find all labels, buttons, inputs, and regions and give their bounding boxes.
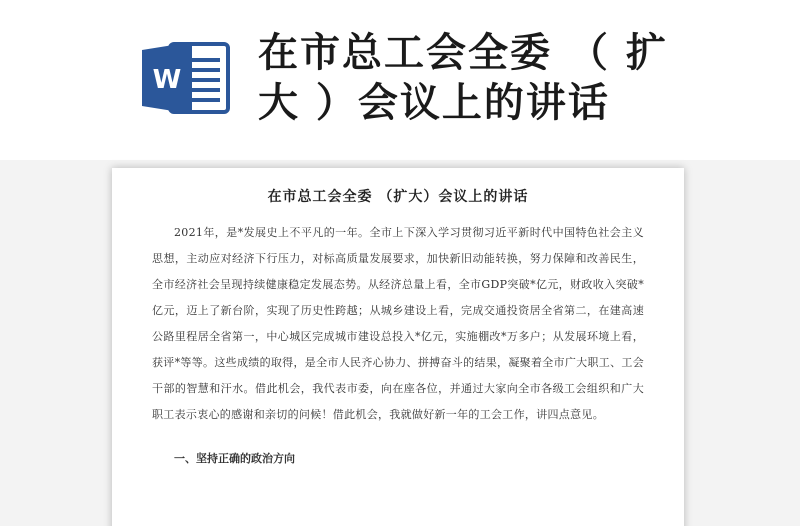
section-heading: 一、坚持正确的政治方向 bbox=[174, 452, 295, 465]
banner bbox=[0, 0, 800, 160]
body-paragraph: 2021年，是*发展史上不平凡的一年。全市上下深入学习贯彻习近平新时代中国特色社会主义思想，主动应对经济下行压力，对标高质量发展要求，加快新旧动能转换，努力保障和改善民生，全市经济社会呈现持续健康稳定发展态势。从经济总量上看，全市GDP突破*亿元，财政收入突破*亿元，迈上了新台阶，实现了历史性跨越；从城乡建设上看，完成交通投资居全省第二，在建高速公路里程居全省第一，中心城区完成城市建设总投入*亿元，实施棚改*万多户；从发展环境上看，获评*等等。这些成绩的取得，是全市人民齐心协力、拼搏奋斗的结果，凝聚着全市广大职工、工会干部的智慧和汗水。借此机会，我代表市委，向在座各位，并通过大家向全市各级工会组织和广大职工表示衷心的感谢和亲切的问候！借此机会，我就做好新一年的工会工作，讲四点意见。 bbox=[152, 226, 644, 421]
document-page bbox=[112, 168, 684, 526]
document-title: 在市总工会全委 （扩大）会议上的讲话 bbox=[267, 189, 529, 205]
svg-text:W: W bbox=[152, 65, 182, 95]
banner-title: 在市总工会全委 （ 扩大 ）会议上的讲话 bbox=[258, 30, 668, 126]
word-icon bbox=[140, 40, 230, 116]
